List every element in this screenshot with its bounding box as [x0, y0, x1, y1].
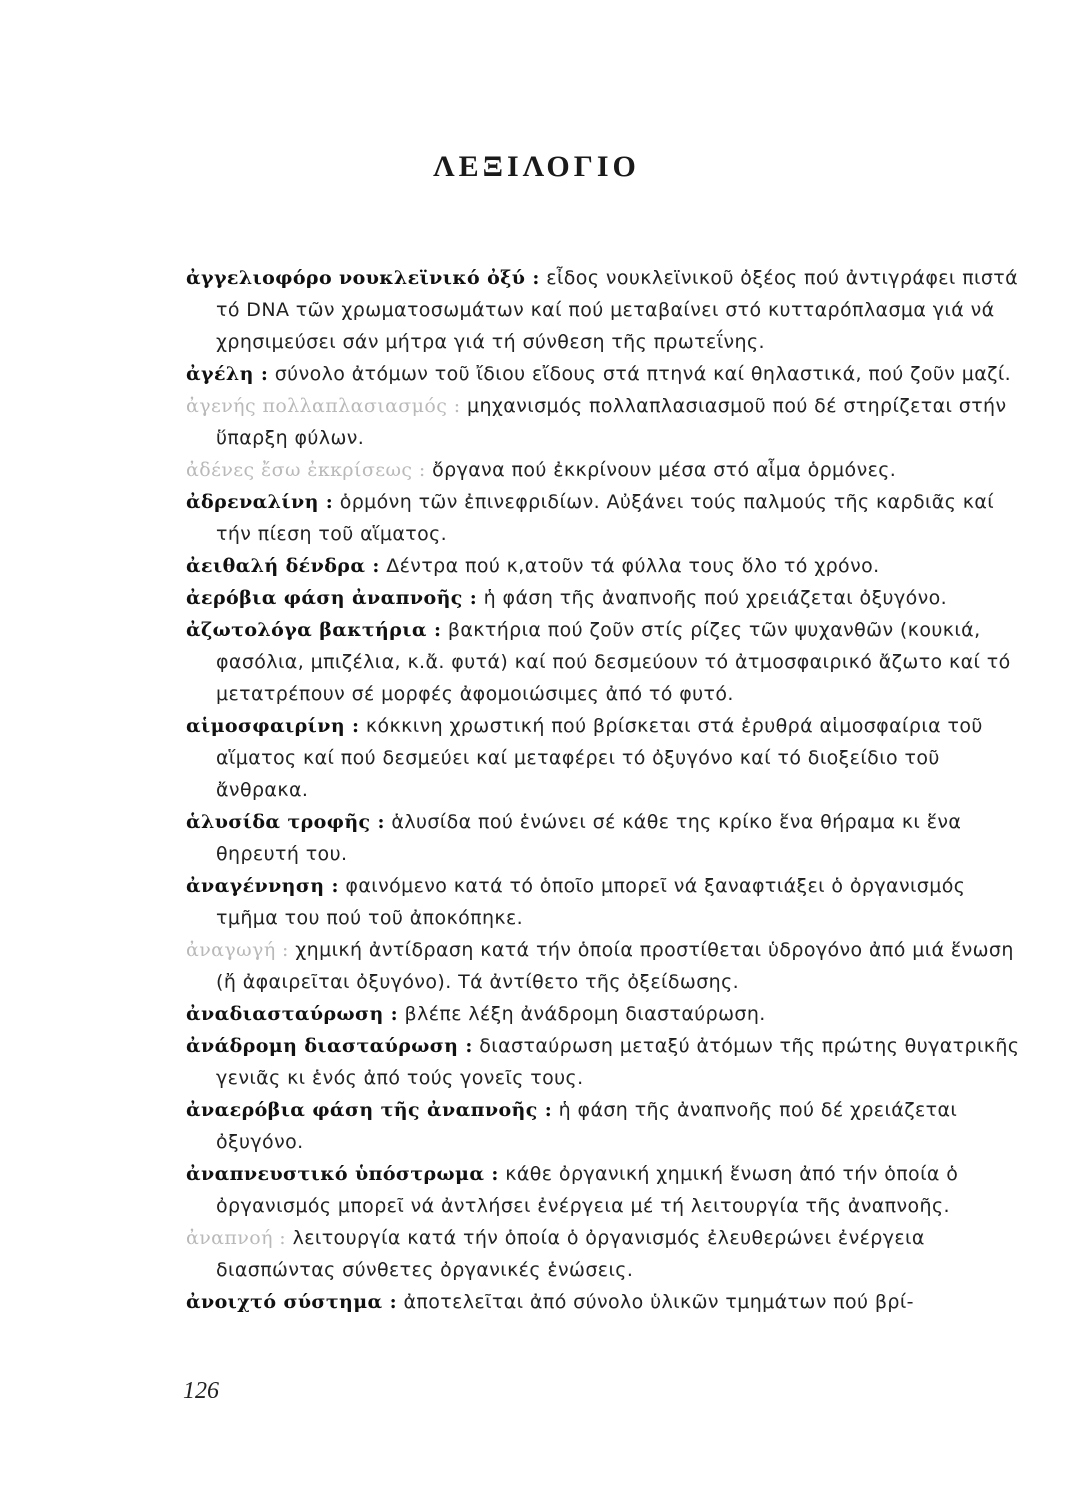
glossary-entry — [186, 710, 1024, 806]
glossary-entry — [186, 870, 1024, 934]
glossary-definition: λειτουργία κατά τήν ὁποία ὁ ὀργανισμός ἐλευθερώνει ἐνέργεια διασπώντας σύνθετες ὀργανικές ἑνώσεις. — [216, 1227, 925, 1281]
glossary-entry — [186, 614, 1024, 710]
glossary-definition: σύνολο ἀτόμων τοῦ ἴδιου εἴδους στά πτηνά καί θηλαστικά, πού ζοῦν μαζί. — [274, 363, 1012, 385]
glossary-term: ἀνοιχτό σύστημα : — [186, 1291, 397, 1313]
glossary-definition: ὁρμόνη τῶν ἐπινεφριδίων. Αὐξάνει τούς παλμούς τῆς καρδιᾶς καί τήν πίεση τοῦ αἵματος. — [216, 491, 995, 545]
page-title: ΛΕΞΙΛΟΓΙΟ — [433, 150, 640, 183]
glossary-definition: Δέντρα πού κ,ατοῦν τά φύλλα τους ὅλο τό χρόνο. — [386, 555, 880, 577]
glossary-term: ἀγενής πολλαπλασιασμός : — [186, 395, 461, 417]
glossary-term: ἀναγωγή : — [186, 939, 289, 961]
glossary-entry — [186, 582, 1024, 614]
glossary-term: ἀζωτολόγα βακτήρια : — [186, 619, 442, 641]
glossary-entry — [186, 1094, 1024, 1158]
glossary-definition: εἶδος νουκλεϊνικοῦ ὀξέος πού ἀντιγράφει πιστά τό DNA τῶν χρωματοσωμάτων καί πού μεταβαίνει στό κυτταρόπλασμα γιά νά χρησιμεύσει σάν μήτρα γιά τή σύνθεση τῆς πρωτεΐνης. — [216, 267, 1019, 353]
glossary-definition: φαινόμενο κατά τό ὁποῖο μπορεῖ νά ξαναφτιάξει ὁ ὀργανισμός τμῆμα του πού τοῦ ἀποκόπηκε. — [216, 875, 966, 929]
glossary-entry — [186, 1030, 1024, 1094]
glossary-term: ἀδρεναλίνη : — [186, 491, 334, 513]
glossary-entry — [186, 1286, 1024, 1318]
glossary-entry — [186, 806, 1024, 870]
glossary-definition: διασταύρωση μεταξύ ἀτόμων τῆς πρώτης θυγατρικῆς γενιᾶς κι ἑνός ἀπό τούς γονεῖς τους. — [216, 1035, 1020, 1089]
glossary-term: ἀναγέννηση : — [186, 875, 339, 897]
glossary-entry — [186, 454, 1024, 486]
glossary-entry — [186, 1158, 1024, 1222]
glossary-entry — [186, 1222, 1024, 1286]
glossary-definition: ἀποτελεῖται ἀπό σύνολο ὑλικῶν τμημάτων πού βρί- — [403, 1291, 914, 1313]
glossary-term: ἁλυσίδα τροφῆς : — [186, 811, 385, 833]
glossary-list — [186, 262, 1024, 1318]
glossary-definition: ἁλυσίδα πού ἑνώνει σέ κάθε της κρίκο ἕνα θήραμα κι ἕνα θηρευτή του. — [216, 811, 962, 865]
glossary-term: ἀνάδρομη διασταύρωση : — [186, 1035, 473, 1057]
glossary-term: ἀναερόβια φάση τῆς ἀναπνοῆς : — [186, 1099, 553, 1121]
glossary-term: ἀγγελιοφόρο νουκλεϊνικό ὀξύ : — [186, 267, 540, 289]
glossary-definition: χημική ἀντίδραση κατά τήν ὁποία προστίθεται ὑδρογόνο ἀπό μιά ἕνωση (ἤ ἀφαιρεῖται ὀξυγόνο). Τά ἀντίθετο τῆς ὀξείδωσης. — [216, 939, 1014, 993]
glossary-entry — [186, 358, 1024, 390]
glossary-entry — [186, 998, 1024, 1030]
glossary-term: ἀερόβια φάση ἀναπνοῆς : — [186, 587, 478, 609]
glossary-entry — [186, 486, 1024, 550]
glossary-definition: ἡ φάση τῆς ἀναπνοῆς πού χρειάζεται ὀξυγόνο. — [483, 587, 948, 609]
glossary-term: ἀναπνευστικό ὑπόστρωμα : — [186, 1163, 499, 1185]
glossary-definition: κόκκινη χρωστική πού βρίσκεται στά ἐρυθρά αἱμοσφαίρια τοῦ αἵματος καί πού δεσμεύει καί μεταφέρει τό ὀξυγόνο καί τό διοξείδιο τοῦ ἄνθρακα. — [216, 715, 983, 801]
page-number: 126 — [183, 1378, 219, 1404]
glossary-definition: κάθε ὀργανική χημική ἕνωση ἀπό τήν ὁποία ὁ ὀργανισμός μπορεῖ νά ἀντλήσει ἐνέργεια μέ τή λειτουργία τῆς ἀναπνοῆς. — [216, 1163, 959, 1217]
glossary-definition: ὄργανα πού ἐκκρίνουν μέσα στό αἷμα ὁρμόνες. — [432, 459, 897, 481]
glossary-definition: μηχανισμός πολλαπλασιασμοῦ πού δέ στηρίζεται στήν ὕπαρξη φύλων. — [216, 395, 1007, 449]
glossary-entry — [186, 550, 1024, 582]
glossary-term: ἀναπνοή : — [186, 1227, 287, 1249]
glossary-term: ἀγέλη : — [186, 363, 269, 385]
glossary-definition: βακτήρια πού ζοῦν στίς ρίζες τῶν ψυχανθῶν (κουκιά, φασόλια, μπιζέλια, κ.ἄ. φυτά) καί πού δεσμεύουν τό ἀτμοσφαιρικό ἄζωτο καί τό μετατρέπουν σέ μορφές ἀφομοιώσιμες ἀπό τό φυτό. — [216, 619, 1011, 705]
glossary-definition: ἡ φάση τῆς ἀναπνοῆς πού δέ χρειάζεται ὀξυγόνο. — [216, 1099, 958, 1153]
glossary-definition: βλέπε λέξη ἀνάδρομη διασταύρωση. — [404, 1003, 766, 1025]
glossary-entry — [186, 262, 1024, 358]
glossary-term: ἀναδιασταύρωση : — [186, 1003, 399, 1025]
glossary-term: ἀδένες ἔσω ἐκκρίσεως : — [186, 459, 426, 481]
glossary-entry — [186, 934, 1024, 998]
glossary-term: αἱμοσφαιρίνη : — [186, 715, 360, 737]
glossary-entry — [186, 390, 1024, 454]
glossary-term: ἀειθαλή δένδρα : — [186, 555, 380, 577]
